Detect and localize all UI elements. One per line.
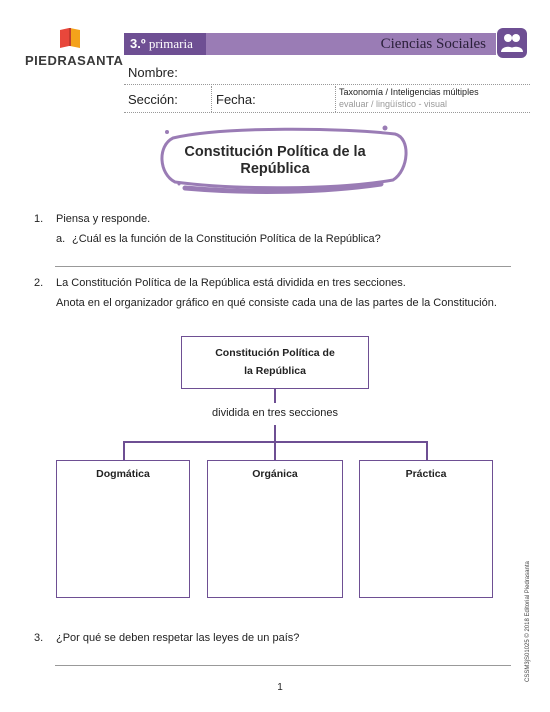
logo-text: PIEDRASANTA	[25, 53, 124, 68]
grade-number: 3.º	[130, 36, 146, 51]
answer-line-1[interactable]	[55, 266, 511, 267]
logo-icon	[58, 26, 82, 50]
branch-line	[123, 441, 125, 460]
branch-line	[274, 441, 276, 460]
question-3-text: ¿Por qué se deben respetar las leyes de un país?	[56, 632, 300, 644]
part-box-dogmatica[interactable]	[56, 460, 190, 598]
name-label: Nombre:	[128, 65, 178, 80]
subject-label: Ciencias Sociales	[380, 36, 486, 52]
taxonomy-label: Taxonomía / Inteligencias múltiples	[339, 87, 479, 97]
connector-line	[274, 389, 276, 403]
grade-word: primaria	[148, 36, 193, 51]
part-title-practica: Práctica	[405, 468, 447, 480]
branch-line	[426, 441, 428, 460]
question-1-number: 1.	[34, 213, 44, 225]
branch-line	[123, 441, 428, 443]
part-title-dogmatica: Dogmática	[96, 468, 150, 480]
section-label: Sección:	[128, 92, 178, 107]
people-icon	[497, 28, 527, 58]
question-2-text-line2: Anota en el organizador gráfico en qué consiste cada una de las partes de la Constitución.	[56, 297, 497, 309]
part-box-organica[interactable]	[207, 460, 343, 598]
answer-line-3[interactable]	[55, 665, 511, 666]
form-divider	[211, 86, 212, 112]
organizer-top-line1: Constitución Política de	[215, 347, 335, 359]
question-1a-letter: a.	[56, 233, 66, 245]
page-title: Constitución Política de la República	[184, 144, 366, 177]
grade-label	[124, 33, 206, 55]
organizer-top-box	[181, 336, 369, 389]
question-2-number: 2.	[34, 277, 44, 289]
organizer-top-line2: la República	[244, 365, 306, 377]
name-field[interactable]	[124, 84, 530, 85]
form-divider	[335, 86, 336, 112]
question-2-text-line1: La Constitución Política de la República está dividida en tres secciones.	[56, 277, 406, 289]
form-bottom-line	[124, 112, 530, 113]
question-1-text: Piensa y responde.	[56, 213, 151, 225]
connector-line	[274, 425, 276, 441]
copyright-note: CSSM3jS01025 © 2018 Editorial Piedrasanta	[525, 561, 531, 682]
question-1a-text: ¿Cuál es la función de la Constitución Política de la República?	[72, 233, 381, 245]
taxonomy-values: evaluar / lingüístico - visual	[339, 99, 448, 109]
date-label: Fecha:	[216, 92, 256, 107]
page-number: 1	[277, 682, 283, 693]
connector-label: dividida en tres secciones	[212, 407, 338, 419]
question-3-number: 3.	[34, 632, 44, 644]
part-box-practica[interactable]	[359, 460, 493, 598]
part-title-organica: Orgánica	[252, 468, 298, 480]
